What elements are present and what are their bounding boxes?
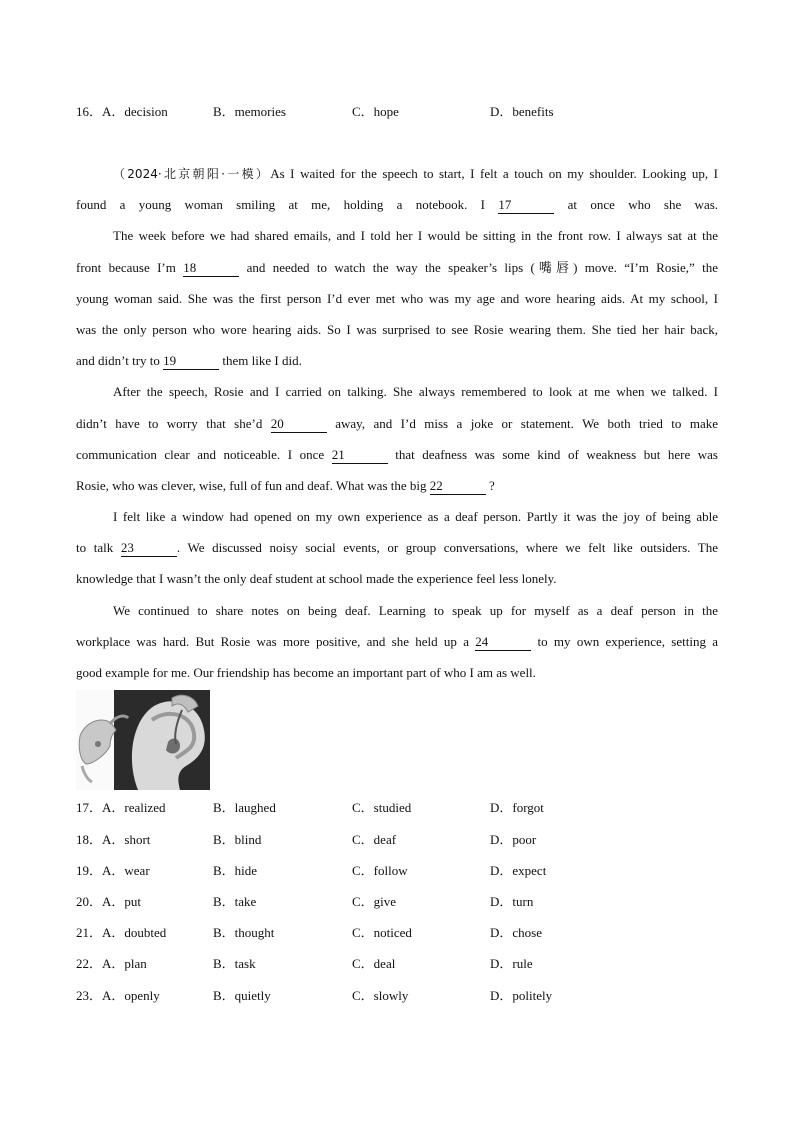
option-d: D．expect [490, 863, 547, 878]
blank-17: 17 [498, 197, 554, 214]
question-19-options [76, 861, 736, 881]
passage-line: workplace was hard. But Rosie was more positive, and she held up a 24 to my own experience, setting a [76, 633, 719, 649]
question-23-options [76, 986, 736, 1006]
passage-line: I felt like a window had opened on my own experience as a deaf person. Partly it was the joy of being able [113, 509, 718, 525]
option-c: C．give [352, 894, 397, 909]
question-number: 19． [76, 863, 103, 878]
option-c: C．studied [352, 800, 412, 815]
passage-line: and didn’t try to 19 them like I did. [76, 353, 302, 369]
question-number: 18． [76, 832, 103, 847]
passage-line: communication clear and noticeable. I once 21 that deafness was some kind of weakness but here was [76, 446, 718, 462]
option-c: C．noticed [352, 925, 412, 940]
ear-with-hearing-aid-icon [76, 690, 210, 790]
option-b: B．hide [213, 863, 258, 878]
passage-line: We continued to share notes on being deaf. Learning to speak up for myself as a deaf person in the [113, 602, 718, 618]
blank-21: 21 [332, 447, 388, 464]
blank-22: 22 [430, 478, 486, 495]
passage-line: was the only person who wore hearing aids. So I was surprised to see Rosie wearing them. She tied her hair back, [76, 321, 718, 337]
passage-line: front because I’m 18 and needed to watch the way the speaker’s lips (嘴唇) move. “I’m Rosie,” the [76, 259, 719, 275]
blank-19: 19 [163, 353, 219, 370]
option-d: D．forgot [490, 800, 544, 815]
passage-line: After the speech, Rosie and I carried on talking. She always remembered to look at me when we talked. I [113, 384, 718, 400]
hearing-aid-image [76, 690, 210, 790]
passage-line: Rosie, who was clever, wise, full of fun and deaf. What was the big 22 ? [76, 477, 495, 493]
option-a: 23．A．openly [76, 986, 160, 1006]
option-c: C．follow [352, 863, 408, 878]
question-number: 16． [76, 104, 103, 119]
option-d: D．chose [490, 925, 542, 940]
question-number: 21． [76, 925, 103, 940]
option-c: C．deaf [352, 832, 397, 847]
passage-line: The week before we had shared emails, and I told her I would be sitting in the front row. I always sat at the [113, 228, 718, 244]
option-a: 22．A．plan [76, 954, 147, 974]
passage-line: （2024·北京朝阳·一模）As I waited for the speech to start, I felt a touch on my shoulder. Looking up, I [113, 166, 718, 181]
cloze-passage [76, 162, 718, 692]
option-a: 16．A．decision [76, 102, 168, 122]
option-b: B．laughed [213, 800, 276, 815]
option-c: C．deal [352, 956, 396, 971]
passage-line: found a young woman smiling at me, holding a notebook. I 17 at once who she was. [76, 197, 719, 213]
option-b: B．task [213, 956, 256, 971]
option-c: C．slowly [352, 988, 409, 1003]
question-16-options [76, 102, 736, 122]
question-17-options [76, 798, 736, 818]
passage-line: to talk 23 . We discussed noisy social events, or group conversations, where we felt like outsiders. The [76, 540, 719, 556]
passage-line: didn’t have to worry that she’d 20 away, and I’d miss a joke or statement. We both tried to make [76, 415, 718, 431]
blank-24: 24 [475, 634, 531, 651]
option-b: B．thought [213, 925, 275, 940]
passage-source: （2024·北京朝阳·一模） [113, 167, 271, 181]
blank-23: 23 [121, 540, 177, 557]
option-b: B．memories [213, 104, 286, 119]
option-d: D．benefits [490, 104, 554, 119]
option-b: B．blind [213, 832, 262, 847]
option-a: 17．A．realized [76, 798, 166, 818]
option-d: D．rule [490, 956, 533, 971]
option-d: D．poor [490, 832, 537, 847]
option-a: 21．A．doubted [76, 923, 166, 943]
option-c: C．hope [352, 104, 399, 119]
question-number: 22． [76, 956, 103, 971]
option-d: D．turn [490, 894, 534, 909]
option-a: 20．A．put [76, 892, 141, 912]
passage-line: good example for me. Our friendship has become an important part of who I am as well. [76, 665, 536, 680]
option-b: B．quietly [213, 988, 271, 1003]
question-number: 23． [76, 988, 103, 1003]
blank-20: 20 [271, 416, 327, 433]
blank-18: 18 [183, 260, 239, 277]
question-20-options [76, 892, 736, 912]
question-number: 20． [76, 894, 103, 909]
question-18-options [76, 830, 736, 850]
question-number: 17． [76, 800, 103, 815]
option-a: 19．A．wear [76, 861, 150, 881]
question-22-options [76, 954, 736, 974]
question-21-options [76, 923, 736, 943]
option-d: D．politely [490, 988, 553, 1003]
passage-line: young woman said. She was the first person I’d ever met who was my age and wore hearing aids. At my school, I [76, 290, 718, 306]
passage-line: knowledge that I wasn’t the only deaf student at school made the experience feel less lonely. [76, 571, 557, 587]
option-a: 18．A．short [76, 830, 150, 850]
option-b: B．take [213, 894, 257, 909]
